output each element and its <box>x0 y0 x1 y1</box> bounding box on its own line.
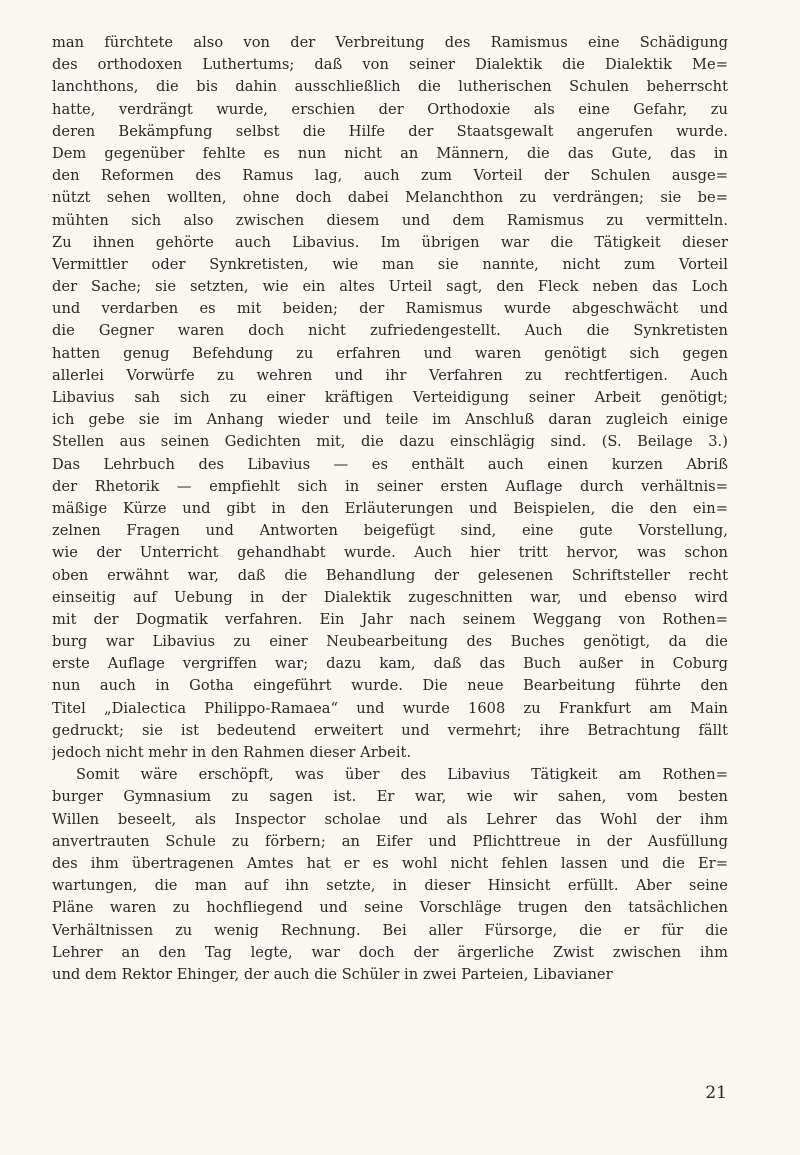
page-number: 21 <box>705 1083 727 1103</box>
text-line: Willen beseelt, als Inspector scholae und als Lehrer das Wohl der ihm <box>52 810 728 828</box>
text-line: lanchthons, die bis dahin ausschließlich die lutherischen Schulen beherrscht <box>52 78 728 96</box>
text-line: der Rhetorik — empfiehlt sich in seiner ersten Auflage durch verhältnis= <box>52 477 728 495</box>
text-line: Stellen aus seinen Gedichten mit, die dazu einschlägig sind. (S. Beilage 3.) <box>52 433 728 451</box>
text-line: gedruckt; sie ist bedeutend erweitert und vermehrt; ihre Betrachtung fällt <box>52 721 728 739</box>
text-line: des ihm übertragenen Amtes hat er es wohl nicht fehlen lassen und die Er= <box>52 854 728 872</box>
text-line: anvertrauten Schule zu förbern; an Eifer und Pflichttreue in der Ausfüllung <box>52 832 728 850</box>
text-line: Dem gegenüber fehlte es nun nicht an Männern, die das Gute, das in <box>52 144 728 162</box>
text-line: den Reformen des Ramus lag, auch zum Vorteil der Schulen ausge= <box>52 167 728 185</box>
text-line: Das Lehrbuch des Libavius — es enthält auch einen kurzen Abriß <box>52 455 728 473</box>
text-line: Verhältnissen zu wenig Rechnung. Bei aller Fürsorge, die er für die <box>52 921 728 939</box>
text-line: mit der Dogmatik verfahren. Ein Jahr nach seinem Weggang von Rothen= <box>52 610 728 628</box>
text-line: hatten genug Befehdung zu erfahren und waren genötigt sich gegen <box>52 344 728 362</box>
text-line: hatte, verdrängt wurde, erschien der Orthodoxie als eine Gefahr, zu <box>52 100 728 118</box>
text-line: Vermittler oder Synkretisten, wie man sie nannte, nicht zum Vorteil <box>52 255 728 273</box>
text-line: erste Auflage vergriffen war; dazu kam, daß das Buch außer in Coburg <box>52 655 728 673</box>
text-line: nun auch in Gotha eingeführt wurde. Die neue Bearbeitung führte den <box>52 677 728 695</box>
text-line: burg war Libavius zu einer Neubearbeitung des Buches genötigt, da die <box>52 633 728 651</box>
text-line: und dem Rektor Ehinger, der auch die Schüler in zwei Parteien, Libavianer <box>52 965 613 983</box>
text-line: der Sache; sie setzten, wie ein altes Urteil sagt, den Fleck neben das Loch <box>52 278 728 296</box>
text-line: Lehrer an den Tag legte, war doch der ärgerliche Zwist zwischen ihm <box>52 943 728 961</box>
text-line: man fürchtete also von der Verbreitung des Ramismus eine Schädigung <box>52 34 728 51</box>
text-line: Titel „Dialectica Philippo-Ramaea“ und wurde 1608 zu Frankfurt am Main <box>52 699 728 717</box>
text-line: einseitig auf Uebung in der Dialektik zugeschnitten war, und ebenso wird <box>52 588 728 606</box>
text-line: und verdarben es mit beiden; der Ramismus wurde abgeschwächt und <box>52 300 728 318</box>
text-line: burger Gymnasium zu sagen ist. Er war, wie wir sahen, vom besten <box>52 788 728 806</box>
text-line: ich gebe sie im Anhang wieder und teile im Anschluß daran zugleich einige <box>52 411 728 429</box>
text-line: Pläne waren zu hochfliegend und seine Vorschläge trugen den tatsächlichen <box>52 899 728 917</box>
text-line: wartungen, die man auf ihn setzte, in dieser Hinsicht erfüllt. Aber seine <box>52 877 728 895</box>
text-line: Somit wäre erschöpft, was über des Libavius Tätigkeit am Rothen= <box>76 766 728 784</box>
text-line: jedoch nicht mehr in den Rahmen dieser Arbeit. <box>52 744 412 761</box>
body-text <box>52 32 728 986</box>
text-line: des orthodoxen Luthertums; daß von seiner Dialektik die Dialektik Me= <box>52 56 728 74</box>
text-line: allerlei Vorwürfe zu wehren und ihr Verfahren zu rechtfertigen. Auch <box>52 366 728 384</box>
text-line: mühten sich also zwischen diesem und dem Ramismus zu vermitteln. <box>52 211 728 229</box>
text-line: Zu ihnen gehörte auch Libavius. Im übrigen war die Tätigkeit dieser <box>52 233 728 251</box>
text-line: die Gegner waren doch nicht zufriedengestellt. Auch die Synkretisten <box>52 322 728 340</box>
text-line: zelnen Fragen und Antworten beigefügt sind, eine gute Vorstellung, <box>52 522 728 540</box>
text-line: Libavius sah sich zu einer kräftigen Verteidigung seiner Arbeit genötigt; <box>52 389 728 406</box>
text-line: deren Bekämpfung selbst die Hilfe der Staatsgewalt angerufen wurde. <box>52 122 728 140</box>
text-line: oben erwähnt war, daß die Behandlung der gelesenen Schriftsteller recht <box>52 566 728 584</box>
text-line: nützt sehen wollten, ohne doch dabei Melanchthon zu verdrängen; sie be= <box>52 189 728 207</box>
text-line: mäßige Kürze und gibt in den Erläuterungen und Beispielen, die den ein= <box>52 499 728 517</box>
text-line: wie der Unterricht gehandhabt wurde. Auch hier tritt hervor, was schon <box>52 544 728 562</box>
